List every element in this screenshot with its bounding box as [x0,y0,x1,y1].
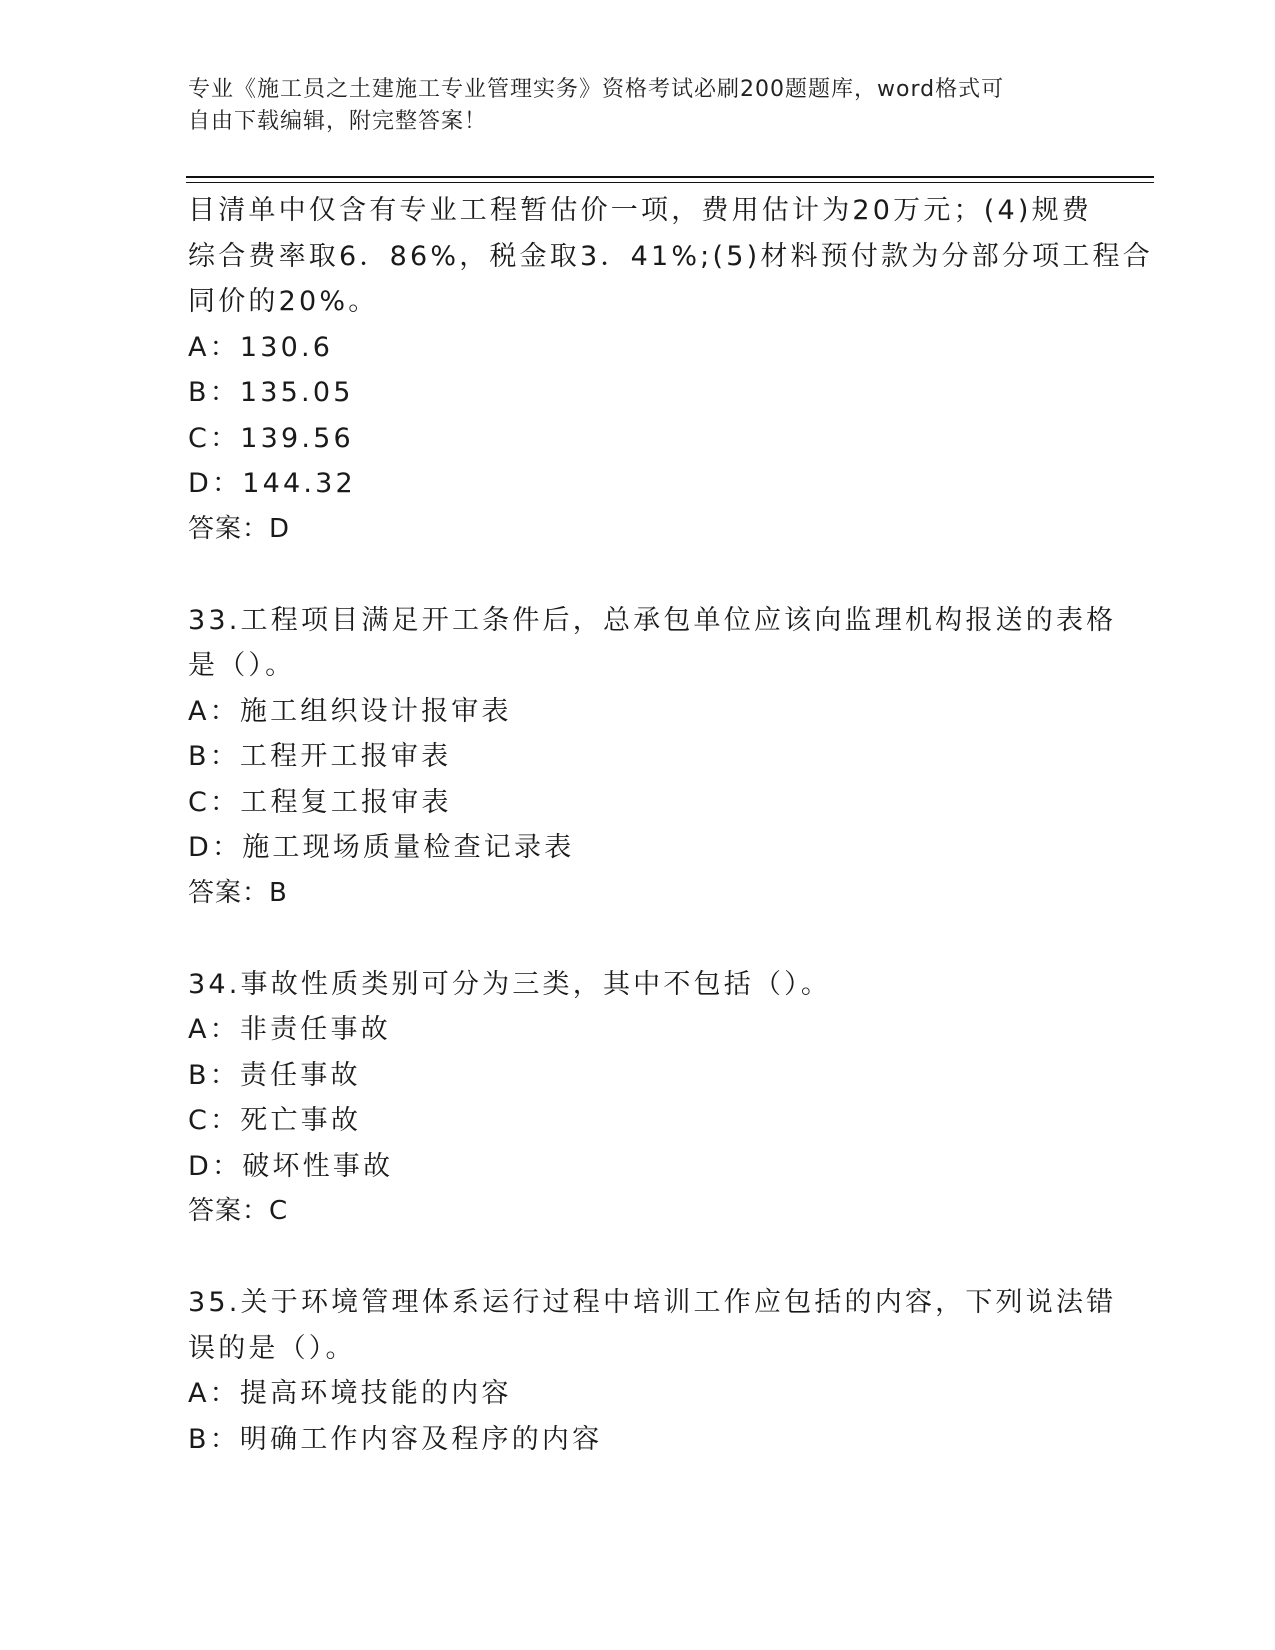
option-d: D：施工现场质量检查记录表 [188,832,575,863]
question-text-line: 误的是（）。 [188,1332,356,1364]
header-title-line-2: 自由下载编辑，附完整答案！ [188,109,488,134]
option-a: A：非责任事故 [188,1014,391,1045]
option-c: C：139.56 [188,422,354,454]
header-divider-thin [186,182,1154,183]
question-text-line: 同价的20%。 [188,286,379,317]
question-block-continued [188,188,1153,552]
option-b: B：工程开工报审表 [188,741,452,772]
header-title-line-1: 专业《施工员之土建施工专业管理实务》资格考试必刷200题题库，word格式可 [188,77,1005,102]
option-a: A：提高环境技能的内容 [188,1378,512,1409]
header-divider-thick [186,176,1154,178]
spacer [188,1235,1088,1281]
option-c: C：死亡事故 [188,1105,362,1136]
option-d: D：144.32 [188,468,356,499]
document-header [188,74,1088,138]
question-block-35 [188,1280,1117,1462]
question-text-line: 综合费率取6．86%，税金取3．41%;(5)材料预付款为分部分项工程合 [188,240,1153,272]
option-b: B：135.05 [188,377,354,408]
question-text-line: 33.工程项目满足开工条件后，总承包单位应该向监理机构报送的表格 [188,604,1117,636]
option-d: D：破坏性事故 [188,1150,394,1182]
question-text-line: 35.关于环境管理体系运行过程中培训工作应包括的内容，下列说法错 [188,1287,1117,1318]
option-b: B：明确工作内容及程序的内容 [188,1423,603,1455]
document-body [188,188,1153,1462]
option-c: C：工程复工报审表 [188,786,452,818]
spacer [188,552,1088,598]
option-a: A：130.6 [188,331,334,363]
answer-line: 答案：C [188,1196,289,1226]
answer-line: 答案：D [188,513,291,544]
option-b: B：责任事故 [188,1059,361,1091]
question-text-line: 是（）。 [188,650,296,681]
question-text-line: 34.事故性质类别可分为三类，其中不包括（）。 [188,968,832,1000]
question-block-33 [188,598,1117,917]
option-a: A：施工组织设计报审表 [188,695,512,727]
spacer [188,916,1088,962]
question-text-line: 目清单中仅含有专业工程暂估价一项，费用估计为20万元；(4)规费 [188,195,1093,226]
question-block-34 [188,962,1088,1235]
answer-line: 答案：B [188,877,288,908]
